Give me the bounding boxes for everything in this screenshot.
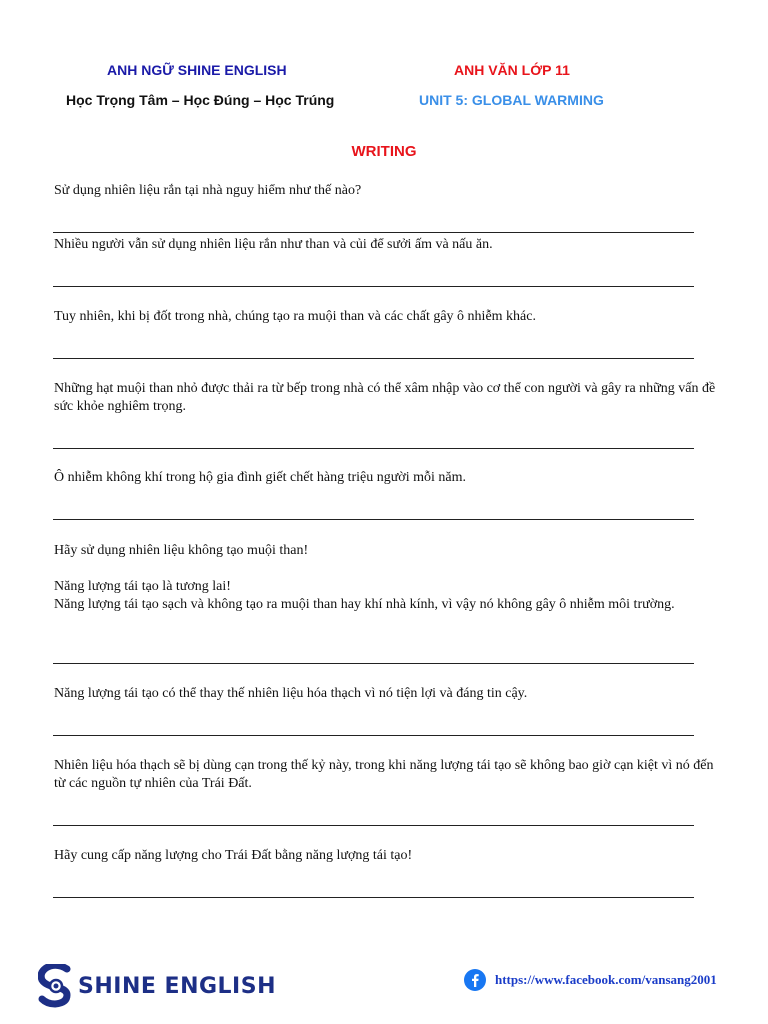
paragraph: Hãy sử dụng nhiên liệu không tạo muội than! <box>54 543 309 558</box>
answer-line <box>53 735 694 736</box>
unit-title: UNIT 5: GLOBAL WARMING <box>419 92 604 108</box>
facebook-icon[interactable] <box>464 969 486 991</box>
answer-line <box>53 897 694 898</box>
shine-english-logo <box>38 964 276 1008</box>
answer-line <box>53 232 694 233</box>
answer-line <box>53 358 694 359</box>
paragraph: Nhiên liệu hóa thạch sẽ bị dùng cạn trong thế kỷ này, trong khi năng lượng tái tạo sẽ không bao giờ cạn kiệt vì nó đến từ các nguồn tự nhiên của Trái Đất. <box>54 758 714 791</box>
paragraph: Năng lượng tái tạo là tương lai! <box>54 579 231 594</box>
facebook-link-row[interactable] <box>464 969 717 991</box>
answer-line <box>53 663 694 664</box>
shine-logo-icon <box>38 964 74 1008</box>
answer-line <box>53 825 694 826</box>
subject-title: ANH VĂN LỚP 11 <box>454 62 570 78</box>
paragraph: Ô nhiễm không khí trong hộ gia đình giết chết hàng triệu người mỗi năm. <box>54 470 466 485</box>
answer-line <box>53 448 694 449</box>
paragraph: Nhiều người vẫn sử dụng nhiên liệu rắn như than và củi để sưởi ấm và nấu ăn. <box>54 237 493 252</box>
paragraph: Tuy nhiên, khi bị đốt trong nhà, chúng tạo ra muội than và các chất gây ô nhiễm khác. <box>54 309 536 324</box>
paragraph: Hãy cung cấp năng lượng cho Trái Đất bằng năng lượng tái tạo! <box>54 848 413 863</box>
section-title: WRITING <box>351 143 417 160</box>
answer-line <box>53 519 694 520</box>
brand-name: ANH NGỮ SHINE ENGLISH <box>107 62 287 78</box>
facebook-url-link[interactable]: https://www.facebook.com/vansang2001 <box>495 972 717 987</box>
paragraph: Năng lượng tái tạo sạch và không tạo ra muội than hay khí nhà kính, vì vậy nó không gây ô nhiễm môi trường. <box>54 597 675 612</box>
slogan: Học Trọng Tâm – Học Đúng – Học Trúng <box>66 92 335 108</box>
logo-text: SHINE ENGLISH <box>78 973 277 999</box>
answer-line <box>53 286 694 287</box>
paragraph: Sử dụng nhiên liệu rắn tại nhà nguy hiểm như thế nào? <box>54 183 362 198</box>
paragraph: Những hạt muội than nhỏ được thải ra từ bếp trong nhà có thể xâm nhập vào cơ thể con người và gây ra những vấn đề sức khỏe nghiêm trọng. <box>54 381 716 414</box>
paragraph: Năng lượng tái tạo có thể thay thế nhiên liệu hóa thạch vì nó tiện lợi và đáng tin cậy. <box>54 686 528 701</box>
